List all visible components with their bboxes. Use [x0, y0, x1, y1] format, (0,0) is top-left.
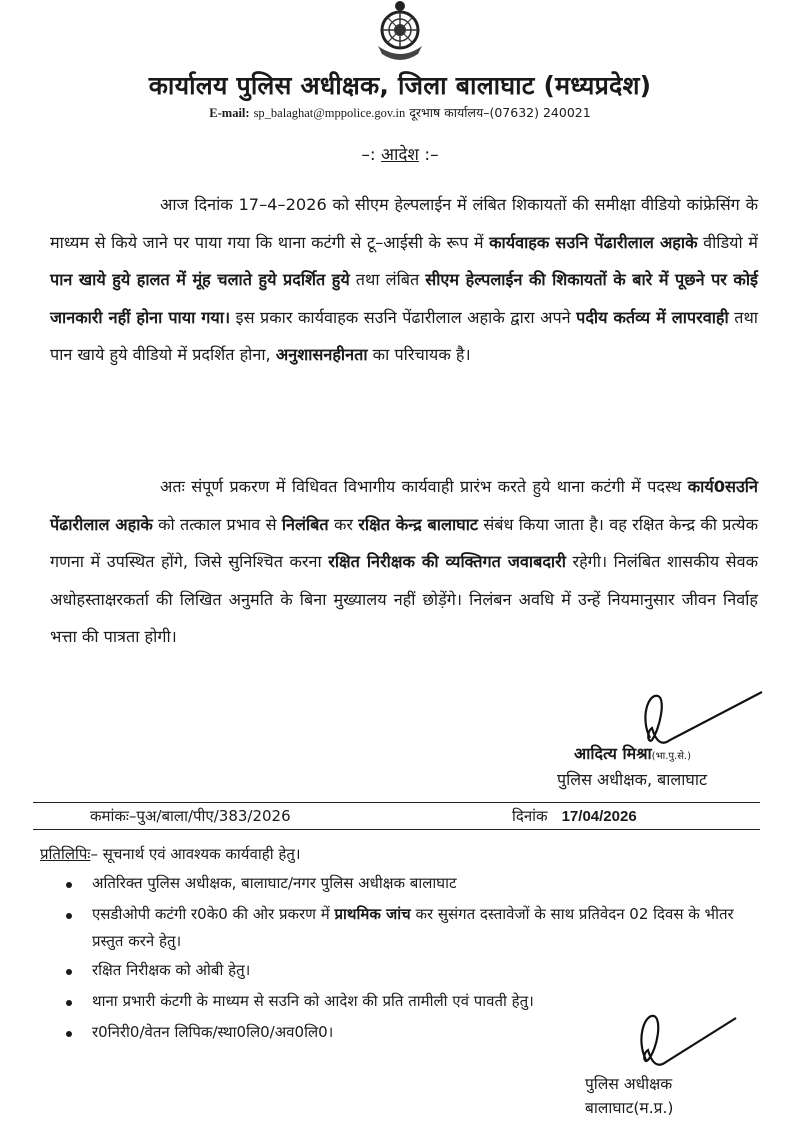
- list-item: [62, 901, 762, 955]
- bold-text: सीएम हेल्पलाईन की शिकायतों के बारे में पूछने पर कोई जानकारी नहीं होना पाया गया।: [50, 270, 758, 327]
- divider-bottom: [33, 829, 760, 830]
- list-item: [62, 870, 762, 897]
- reference-number: कमांकः–पुअ/बाला/पीए/383/2026: [90, 807, 291, 825]
- footer-designation: पुलिस अधीक्षक: [585, 1075, 673, 1093]
- contact-line: [0, 104, 800, 121]
- bullet-icon: [66, 1000, 72, 1006]
- signatory-designation: पुलिस अधीक्षक, बालाघाट: [557, 770, 708, 789]
- office-title: कार्यालय पुलिस अधीक्षक, जिला बालाघाट (मध्यप्रदेश): [148, 71, 652, 100]
- bold-text: रक्षित निरीक्षक की व्यक्तिगत जवाबदारी: [328, 552, 566, 571]
- heading-prefix: –:: [361, 145, 376, 165]
- copy-to-intro: – सूचनार्थ एवं आवश्यक कार्यवाही हेतु।: [90, 845, 301, 863]
- order-heading: [0, 142, 800, 165]
- police-emblem-icon: [368, 0, 432, 64]
- bullet-icon: [66, 913, 72, 919]
- text: इस प्रकार कार्यवाहक सउनि पेंढारीलाल अहाके द्वारा अपने: [230, 307, 577, 327]
- text: तथा पान खाये हुये वीडियो में प्रदर्शित होना,: [50, 307, 758, 364]
- bold-text: पदीय कर्तव्य में लापरवाही: [576, 307, 729, 327]
- item-text: अतिरिक्त पुलिस अधीक्षक, बालाघाट/नगर पुलिस अधीक्षक बालाघाट: [92, 874, 457, 892]
- bold-text: रक्षित केन्द्र बालाघाट: [358, 514, 479, 534]
- paragraph-1: [50, 186, 758, 374]
- handwritten-signature: [630, 688, 770, 750]
- item-text: कर सुसंगत दस्तावेजों के साथ प्रतिवेदन 02 दिवस के भीतर प्रस्तुत करने हेतु।: [92, 905, 734, 950]
- item-text: र0निरी0/वेतन लिपिक/स्था0लि0/अव0लि0।: [92, 1023, 334, 1041]
- text: वीडियो में: [697, 232, 758, 252]
- text: अतः संपूर्ण प्रकरण में विधिवत विभागीय कार्यवाही प्रारंभ करते हुये थाना कटंगी में पदस्थ: [160, 477, 688, 496]
- footer-signatory: [585, 1072, 673, 1120]
- item-text: एसडीओपी कटंगी र0के0 की ओर प्रकरण में: [92, 905, 335, 923]
- item-text: थाना प्रभारी कंटगी के माध्यम से सउनि को आदेश की प्रति तामीली एवं पावती हेतु।: [92, 992, 534, 1010]
- email-link[interactable]: sp_balaghat@mppolice.gov.in: [253, 106, 406, 120]
- text: को तत्काल प्रभाव से: [152, 514, 282, 534]
- date-value: 17/04/2026: [561, 808, 637, 825]
- date-label: दिनांक: [512, 807, 548, 825]
- item-text: रक्षित निरीक्षक को ओबी हेतु।: [92, 961, 251, 979]
- list-item: [62, 957, 762, 984]
- heading-title: आदेश: [381, 145, 419, 165]
- footer-location: बालाघाट(म.प्र.): [585, 1099, 674, 1117]
- text: तथा लंबित: [349, 270, 426, 289]
- divider-top: [33, 802, 760, 803]
- phone-info: दूरभाष कार्यालय–(07632) 240021: [409, 105, 591, 120]
- bold-text: कार्य0सउनि पेंढारीलाल अहाके: [50, 477, 758, 534]
- heading-suffix: :–: [424, 145, 439, 165]
- text: संबंध किया जाता है। वह रक्षित केन्द्र की प्रत्येक गणना में उपस्थित होंगे, जिसे सुनिश्चित करना: [50, 514, 758, 571]
- item-bold-text: प्राथमिक जांच: [334, 905, 411, 923]
- paragraph-2: [50, 468, 758, 656]
- handwritten-signature-footer: [632, 1010, 742, 1072]
- bold-text: अनुशासनहीनता: [275, 345, 368, 364]
- bullet-icon: [66, 969, 72, 975]
- text: का परिचायक है।: [367, 345, 471, 364]
- bullet-icon: [66, 1031, 72, 1037]
- bold-text: कार्यवाहक सउनि पेंढारीलाल अहाके: [489, 232, 698, 252]
- bold-text: पान खाये हुये हालत में मूंह चलाते हुये प्रदर्शित हुये: [50, 270, 350, 289]
- copy-to-label: प्रतिलिपिः: [40, 845, 91, 863]
- bullet-icon: [66, 882, 72, 888]
- reference-date: [512, 806, 637, 826]
- service-tag: (भा.पु.से.): [651, 751, 692, 762]
- copy-to-heading: [40, 844, 301, 864]
- name: आदित्य मिश्रा: [574, 744, 652, 763]
- text: आज दिनांक 17–4–2026 को सीएम हेल्पलाईन में लंबित शिकायतों की समीक्षा वीडियो कांफ्रेसिंग के माध्यम से किये जाने पर पाया गया कि थाना कटंगी से टू–आईसी के रूप में: [50, 195, 758, 252]
- email-label: E-mail:: [209, 106, 250, 120]
- signatory-name: [574, 742, 691, 764]
- text: कर: [328, 514, 359, 534]
- text: रहेगी। निलंबित शासकीय सेवक अधोहस्ताक्षरकर्ता की लिखित अनुमति के बिना मुख्यालय नहीं छोड़ेंगे। निलंबन अवधि में उन्हें नियमानुसार जीवन निर्वाह भत्ता की पात्रता होगी।: [50, 552, 758, 646]
- bold-text: निलंबित: [281, 514, 329, 534]
